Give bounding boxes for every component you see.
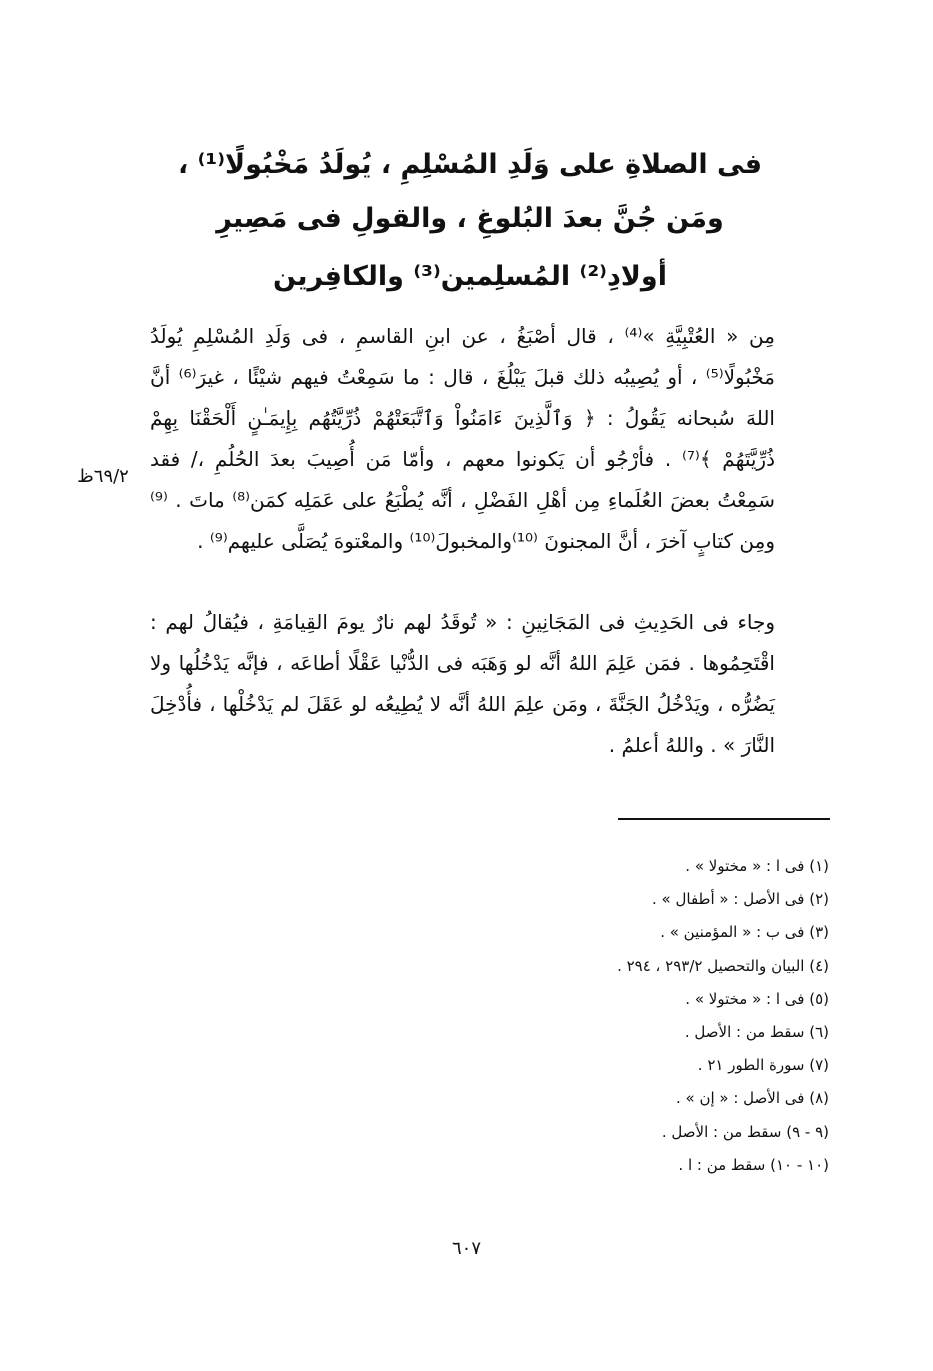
- footnote: (١) فى ا : « مختولا » .: [685, 857, 829, 875]
- footnote: (٦) سقط من : الأصل .: [684, 1023, 829, 1042]
- body-paragraph-2: وجاء فى الحَدِيثِ فى المَجَانِينِ : « تُوقَدُ لهم نارٌ يومَ القِيامَةِ ، فيُقالُ لهم : اقْتَحِمُوها . فمَن عَلِمَ اللهُ أنَّه لو وَهَبَه فى الدُّنْيا عَقْلًا أطاعَه ، فإنَّه يَدْخُلُها ولا يَضُرُّه ، ويَدْخُلُ الجَنَّةَ ، ومَن علِمَ اللهُ أنَّه لا يُطِيعُه لو عَقَلَ لم يَدْخُلْها ، فأُدْخِلَ النَّارَ » . واللهُ أعلمُ .: [150, 610, 775, 757]
- footnote-divider: [618, 818, 830, 820]
- chapter-heading-line-1: فى الصلاةِ على وَلَدِ المُسْلِمِ ، يُولَدُ مَخْبُولًا⁽¹⁾ ،: [177, 149, 763, 180]
- footnote: (٧) سورة الطور ٢١ .: [697, 1056, 829, 1075]
- page-number: ٦٠٧: [451, 1238, 481, 1259]
- chapter-heading-line-2: ومَن جُنَّ بعدَ البُلوغِ ، والقولِ فى مَصِيرِ: [216, 203, 724, 234]
- footnotes-list: [269, 850, 829, 1182]
- footnote: (٨) فى الأصل : « إن » .: [675, 1089, 829, 1108]
- footnote: (٢) فى الأصل : « أطفال » .: [652, 890, 829, 909]
- footnote: (٥) فى ا : « مختولا » .: [685, 989, 829, 1008]
- footnote: (٣) فى ب : « المؤمنين » .: [660, 923, 829, 942]
- chapter-heading-line-3: أولادِ⁽²⁾ المُسلِمين⁽³⁾ والكافِرين: [273, 261, 667, 292]
- body-paragraph-1: مِن « العُتْبِيَّةِ »⁽⁴⁾ ، قال أصْبَغُ ، عن ابنِ القاسمِ ، فى وَلَدِ المُسْلِمِ يُولَدُ مَخْبُولًا⁽⁵⁾ ، أو يُصِيبُه ذلك قبلَ يَبْلُغَ ، قال : ما سَمِعْتُ فيهم شيْئًا ، غيرَ⁽⁶⁾ أنَّ اللهَ سُبحانه يَقُولُ : ﴿ وَٱلَّذِينَ ءَامَنُواْ وَٱتَّبَعَتْهُمْ ذُرِّيَّتُهُم بِإِيمَـٰنٍ أَلْحَقْنَا بِهِمْ ذُرِّيَّتَهُمْ ﴾⁽⁷⁾ . فأرْجُو أن يَكونوا معهم ، وأمّا مَن أُصِيبَ بعدَ الحُلُمِ ،/ فقد سَمِعْتُ بعضَ العُلَماءِ مِن أهْلِ الفَضْلِ ، أنَّه يُطْبَعُ على عَمَلِه كمَن⁽⁸⁾ ماتَ . ⁽⁹⁾ومِن كتابٍ آخرَ ، أنَّ المجنونَ ⁽¹⁰⁾والمخبولَ⁽¹⁰⁾ والمعْتوهَ يُصَلَّى عليهم⁽⁹⁾ .: [150, 324, 776, 553]
- footnote: (١٠ - ١٠) سقط من : ا .: [678, 1155, 829, 1174]
- manuscript-folio-note: ٦٩/٢ظ: [77, 466, 129, 487]
- footnote: (٤) البيان والتحصيل ٢٩٣/٢ ، ٢٩٤ .: [617, 956, 829, 975]
- footnote: (٩ - ٩) سقط من : الأصل .: [661, 1122, 829, 1141]
